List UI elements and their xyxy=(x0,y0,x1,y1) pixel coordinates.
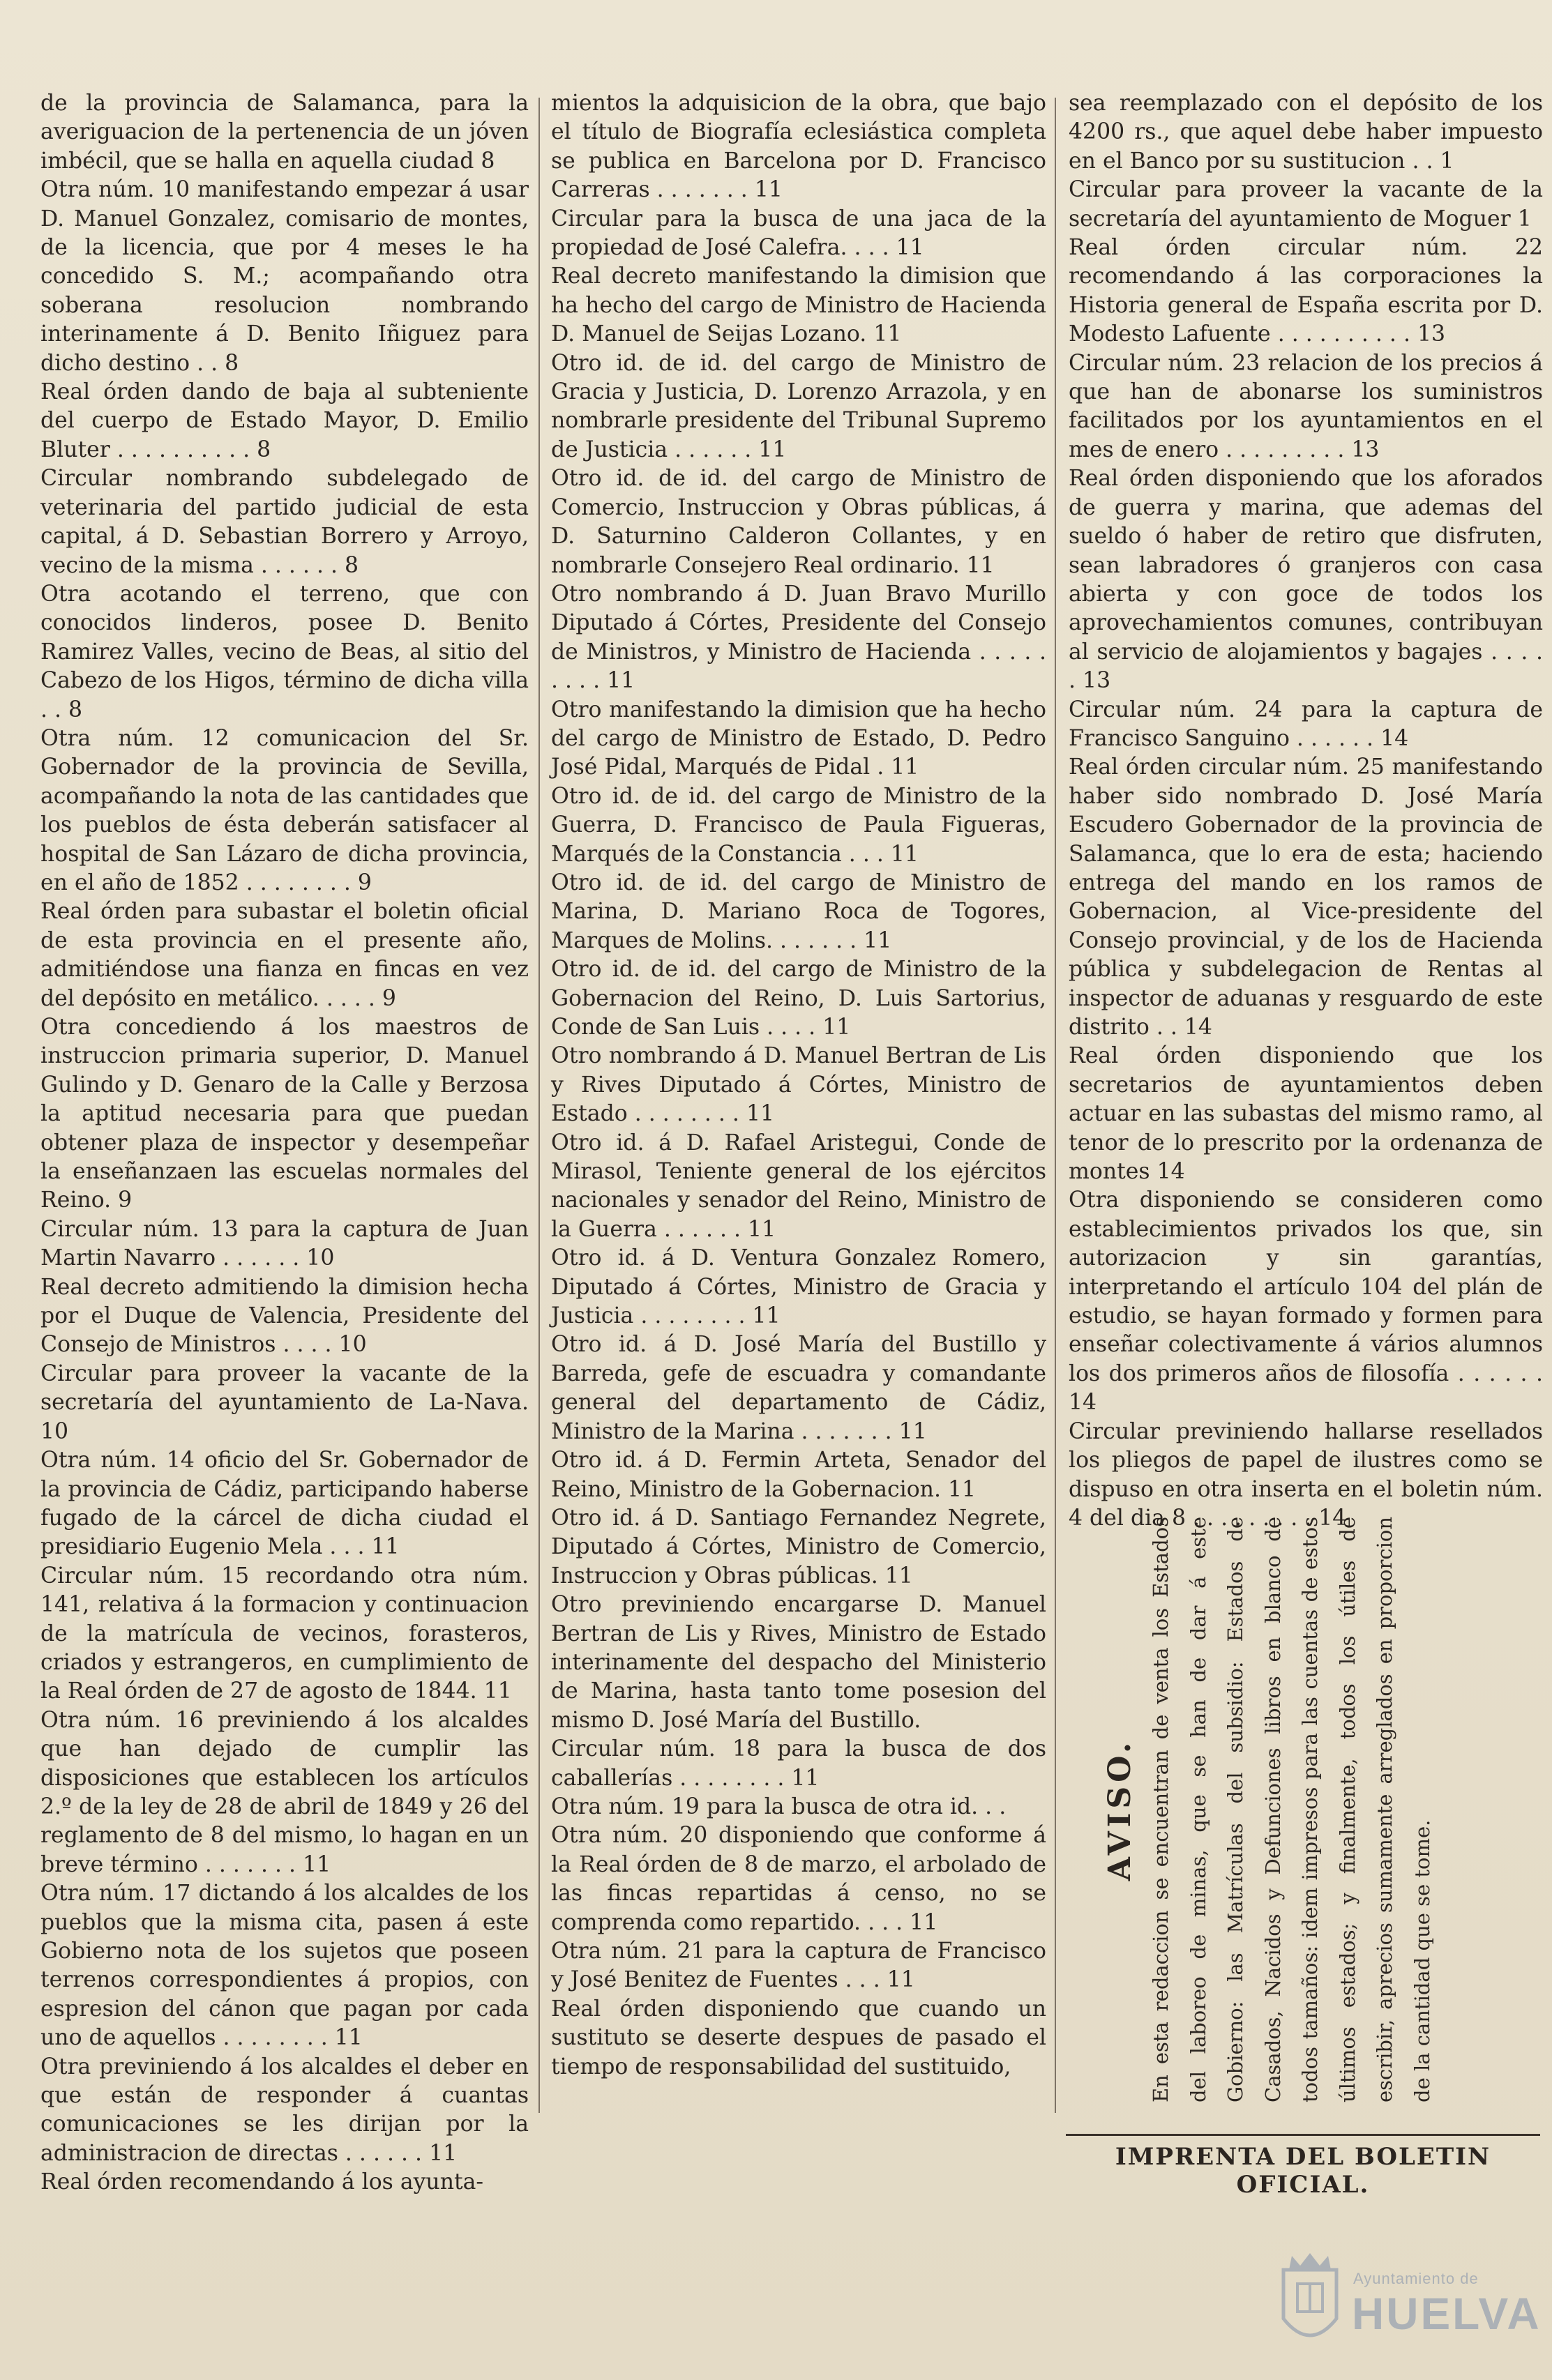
column-divider-1 xyxy=(538,98,540,2113)
column-divider-2 xyxy=(1055,98,1056,2113)
aviso-body: En esta redaccion se encuentran de venta los Estados del laboreo de minas, que se han de dar á este Gobierno: las Matrículas del subsidio: Estados de Casados, Nacidos y Defunciones libros en blanco de todos tamaños: idem impresos para las cuentas de estos últimos estados; y finalmente, todos los útiles de escribir, aprecios sumamente arreglados en proporcion de la cantidad que se tome. xyxy=(1149,1517,1434,2102)
index-entry: Otra núm. 14 oficio del Sr. Gobernador de la provincia de Cádiz, participando haberse fugado de la cárcel de dicha ciudad el presidiario Eugenio Mela . . . 11 xyxy=(40,1448,529,1560)
printer-imprint: IMPRENTA DEL BOLETIN OFICIAL. xyxy=(1066,2134,1540,2199)
index-entry: Circular para la busca de una jaca de la propiedad de José Calefra. . . . 11 xyxy=(551,206,1046,261)
aviso-notice xyxy=(1074,1506,1465,2113)
index-entry: Real decreto manifestando la dimision que ha hecho del cargo de Ministro de Hacienda D. Manuel de Seijas Lozano. 11 xyxy=(551,264,1046,347)
index-entry: Circular nombrando subdelegado de veterinaria del partido judicial de esta capital, á D. Sebastian Borrero y Arroyo, vecino de la misma . . . . . . 8 xyxy=(40,466,529,578)
index-entry: Otro previniendo encargarse D. Manuel Bertran de Lis y Rives, Ministro de Estado interinamente del despacho del Ministerio de Marina, hasta tanto tome posesion del mismo D. José María del Bustillo. xyxy=(551,1592,1046,1733)
index-entry: Real órden circular núm. 25 manifestando haber sido nombrado D. José María Escudero Gobernador de la provincia de Salamanca, que lo era de esta; haciendo entrega del mando en los ramos de Gobernacion, al Vice-presidente del Consejo provincial, y de los de Hacienda pública y subdelegacion de Rentas al inspector de aduanas y resguardo de este distrito . . 14 xyxy=(1069,755,1543,1040)
index-entry: Otra núm. 20 disponiendo que conforme á la Real órden de 8 de marzo, el arbolado de las fincas repartidas á censo, no se comprenda como repartido. . . . 11 xyxy=(551,1823,1046,1935)
index-entry: Otro id. de id. del cargo de Ministro de Gracia y Justicia, D. Lorenzo Arrazola, y en nombrarle presidente del Tribunal Supremo de Justicia . . . . . . 11 xyxy=(551,350,1046,462)
watermark-title: HUELVA xyxy=(1352,2289,1542,2339)
index-entry: Otra núm. 17 dictando á los alcaldes de los pueblos que la misma cita, pasen á este Gobierno nota de los sujetos que poseen terrenos correspondientes á propios, con espresion del cánon que pagan por cada uno de aquellos . . . . . . . . 11 xyxy=(40,1881,529,2051)
index-entry: Otro id. á D. José María del Bustillo y Barreda, gefe de escuadra y comandante general del departamento de Cádiz, Ministro de la Marina . . . . . . . 11 xyxy=(551,1332,1046,1444)
index-entry: Otra núm. 21 para la captura de Francisco y José Benitez de Fuentes . . . 11 xyxy=(551,1939,1046,1993)
index-entry: Real órden disponiendo que cuando un sustituto se deserte despues de pasado el tiempo de responsabilidad del sustituido, xyxy=(551,1996,1046,2079)
index-column-1 xyxy=(40,89,529,2197)
index-entry: Circular núm. 15 recordando otra núm. 141, relativa á la formacion y continuacion de la matrícula de vecinos, forasteros, criados y estrangeros, en cumplimiento de la Real órden de 27 de agosto de 1844. 11 xyxy=(40,1563,529,1704)
index-entry: Otro id. de id. del cargo de Ministro de Marina, D. Mariano Roca de Togores, Marques de Molins. . . . . . . 11 xyxy=(551,870,1046,953)
index-entry: Otra acotando el terreno, que con conocidos linderos, posee D. Benito Ramirez Valles, vecino de Beas, al sitio del Cabezo de los Higos, término de dicha villa . . 8 xyxy=(40,581,529,722)
index-entry: Otro id. á D. Ventura Gonzalez Romero, Diputado á Córtes, Ministro de Gracia y Justicia . . . . . . . . 11 xyxy=(551,1245,1046,1329)
index-entry: Otro id. de id. del cargo de Ministro de la Guerra, D. Francisco de Paula Figueras, Marqués de la Constancia . . . 11 xyxy=(551,783,1046,867)
index-entry: de la provincia de Salamanca, para la averiguacion de la pertenencia de un jóven imbécil, que se halla en aquella ciudad 8 xyxy=(40,91,529,174)
index-entry: Otro id. de id. del cargo de Ministro de la Gobernacion del Reino, D. Luis Sartorius, Conde de San Luis . . . . 11 xyxy=(551,957,1046,1040)
index-entry: Circular para proveer la vacante de la secretaría del ayuntamiento de La-Nava. 10 xyxy=(40,1360,529,1444)
index-entry: Real decreto admitiendo la dimision hecha por el Duque de Valencia, Presidente del Consejo de Ministros . . . . 10 xyxy=(40,1274,529,1358)
index-column-3 xyxy=(1069,89,1543,1533)
index-entry: Otra núm. 10 manifestando empezar á usar D. Manuel Gonzalez, comisario de montes, de la licencia, que por 4 meses le ha concedido S. M.; acompañando otra soberana resolucion nombrando interinamente á D. Benito Iñiguez para dicho destino . . 8 xyxy=(40,177,529,376)
index-entry: Otro nombrando á D. Juan Bravo Murillo Diputado á Córtes, Presidente del Consejo de Ministros, y Ministro de Hacienda . . . . . . . . . 11 xyxy=(551,581,1046,694)
index-entry: Otra previniendo á los alcaldes el deber en que están de responder á cuantas comunicaciones se les dirijan por la administracion de directas . . . . . . 11 xyxy=(40,2054,529,2166)
index-entry: Otro manifestando la dimision que ha hecho del cargo de Ministro de Estado, D. Pedro José Pidal, Marqués de Pidal . 11 xyxy=(551,697,1046,780)
aviso-title: AVISO. xyxy=(1102,1738,1138,1881)
index-entry: Otra núm. 19 para la busca de otra id. . . xyxy=(551,1794,1007,1819)
index-entry: Otra núm. 16 previniendo á los alcaldes que han dejado de cumplir las disposiciones que establecen los artículos 2.º de la ley de 28 de abril de 1849 y 26 del reglamento de 8 del mismo, lo hagan en un breve término . . . . . . . 11 xyxy=(40,1707,529,1877)
index-entry: Otra concediendo á los maestros de instruccion primaria superior, D. Manuel Gulindo y D. Genaro de la Calle y Berzosa la aptitud necesaria para que puedan obtener plaza de inspector y desempeñar la enseñanzaen las escuelas normales del Reino. 9 xyxy=(40,1015,529,1213)
index-entry: Otro id. de id. del cargo de Ministro de Comercio, Instruccion y Obras públicas, á D. Saturnino Calderon Collantes, y en nombrarle Consejero Real ordinario. 11 xyxy=(551,466,1046,578)
municipal-watermark xyxy=(1263,2249,1542,2367)
index-entry: Circular núm. 18 para la busca de dos caballerías . . . . . . . . 11 xyxy=(551,1736,1046,1791)
index-entry: Otra disponiendo se consideren como establecimientos privados los que, sin autorizacion y sin garantías, interpretando el artículo 104 del plán de estudio, se hayan formado y formen para enseñar colectivamente á vários alumnos los dos primeros años de filosofía . . . . . . 14 xyxy=(1069,1188,1543,1416)
index-entry: Real órden circular núm. 22 recomendando á las corporaciones la Historia general de España escrita por D. Modesto Lafuente . . . . . . . . . . 13 xyxy=(1069,235,1543,347)
index-entry: Circular para proveer la vacante de la secretaría del ayuntamiento de Moguer 1 xyxy=(1069,177,1543,232)
index-entry: Circular previniendo hallarse resellados los pliegos de papel de ilustres como se dispuso en otra inserta en el boletin núm. 4 del dia 8 . . . . . . . . . 14 xyxy=(1069,1418,1543,1531)
index-entry: Otro id. á D. Fermin Arteta, Senador del Reino, Ministro de la Gobernacion. 11 xyxy=(551,1448,1046,1502)
watermark-subtitle: Ayuntamiento de xyxy=(1353,2270,1479,2287)
index-entry: Circular núm. 13 para la captura de Juan Martin Navarro . . . . . . 10 xyxy=(40,1216,529,1271)
index-column-2 xyxy=(551,89,1046,2082)
index-entry: mientos la adquisicion de la obra, que bajo el título de Biografía eclesiástica completa se publica en Barcelona por D. Francisco Carreras . . . . . . . 11 xyxy=(551,91,1046,203)
index-entry: Otro nombrando á D. Manuel Bertran de Lis y Rives Diputado á Córtes, Ministro de Estado . . . . . . . . 11 xyxy=(551,1043,1046,1127)
index-entry: Real órden disponiendo que los aforados de guerra y marina, que ademas del sueldo ó haber de retiro que disfruten, sean labradores ó granjeros con casa abierta y con goce de todos los aprovechamientos comunes, contribuyan al servicio de alojamientos y bagajes . . . . . 13 xyxy=(1069,466,1543,694)
index-entry: Otra núm. 12 comunicacion del Sr. Gobernador de la provincia de Sevilla, acompañando la nota de las cantidades que los pueblos de ésta deberán satisfacer al hospital de San Lázaro de dicha provincia, en el año de 1852 . . . . . . . . 9 xyxy=(40,725,529,895)
index-entry: Circular núm. 23 relacion de los precios á que han de abonarse los suministros facilitados por los ayuntamientos en el mes de enero . . . . . . . . . 13 xyxy=(1069,350,1543,462)
index-entry: Real órden para subastar el boletin oficial de esta provincia en el presente año, admitiéndose una fianza en fincas en vez del depósito en metálico. . . . . 9 xyxy=(40,899,529,1011)
index-entry: Otro id. á D. Rafael Aristegui, Conde de Mirasol, Teniente general de los ejércitos nacionales y senador del Reino, Ministro de la Guerra . . . . . . 11 xyxy=(551,1130,1046,1242)
index-entry: sea reemplazado con el depósito de los 4200 rs., que aquel debe haber impuesto en el Banco por su sustitucion . . 1 xyxy=(1069,91,1543,174)
index-entry: Circular núm. 24 para la captura de Francisco Sanguino . . . . . . 14 xyxy=(1069,697,1543,751)
index-entry: Real órden disponiendo que los secretarios de ayuntamientos deben actuar en las subastas del mismo ramo, al tenor de lo prescrito por la ordenanza de montes 14 xyxy=(1069,1043,1543,1185)
index-entry: Real órden dando de baja al subteniente del cuerpo de Estado Mayor, D. Emilio Bluter . . . . . . . . . . 8 xyxy=(40,379,529,462)
index-entry: Real órden recomendando á los ayunta- xyxy=(40,2169,484,2195)
city-coat-of-arms-icon xyxy=(1276,2249,1343,2354)
aviso-rotated-text xyxy=(1098,1517,1441,2102)
index-entry: Otro id. á D. Santiago Fernandez Negrete, Diputado á Córtes, Ministro de Comercio, Instruccion y Obras públicas. 11 xyxy=(551,1505,1046,1589)
